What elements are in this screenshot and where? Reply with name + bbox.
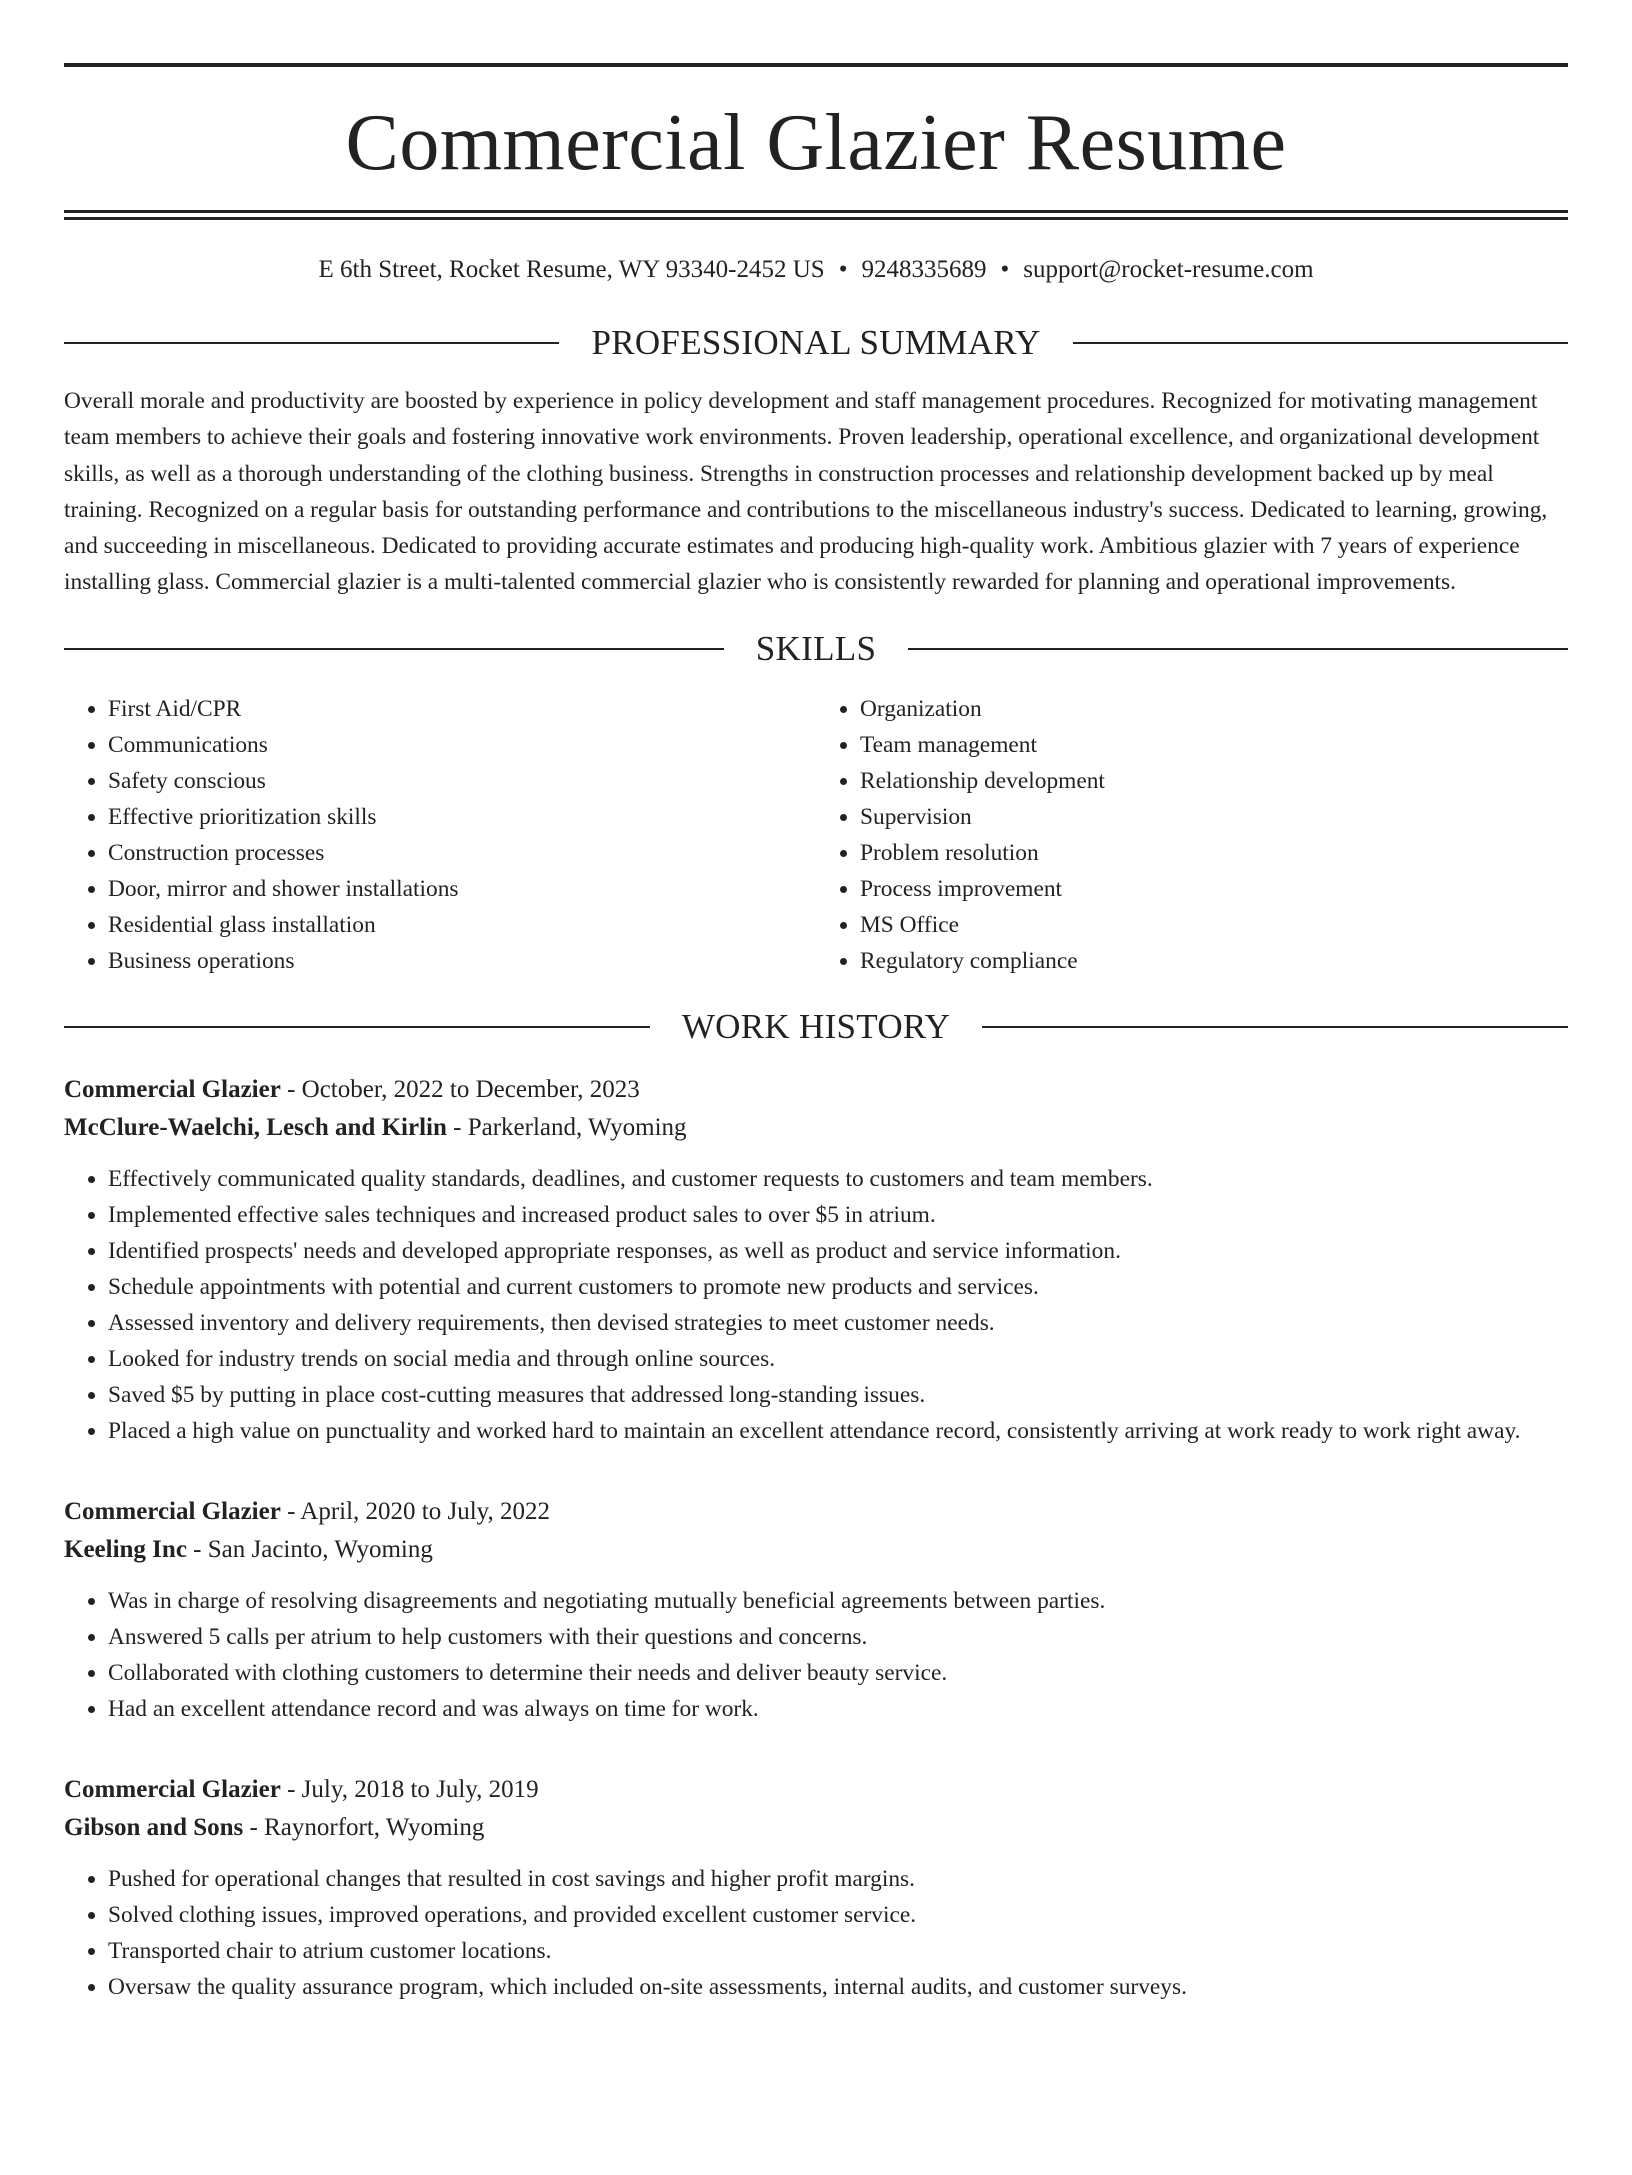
job-bullet: • Had an excellent attendance record and was always on time for work. [108, 1691, 1568, 1727]
skills-heading: SKILLS [755, 628, 877, 668]
summary-section-header [64, 323, 1568, 363]
job-bullets [64, 1161, 1568, 1449]
summary-heading: PROFESSIONAL SUMMARY [591, 323, 1041, 362]
job-location: - Parkerland, Wyoming [446, 1113, 687, 1141]
section-rule-right [982, 1026, 1568, 1028]
job-bullets [64, 1583, 1568, 1727]
skill-item: • First Aid/CPR [108, 691, 816, 727]
skills-section-header [64, 629, 1568, 669]
job-title: Commercial Glazier [64, 1497, 281, 1525]
job-bullet: • Was in charge of resolving disagreements and negotiating mutually beneficial agreements between parties. [108, 1583, 1568, 1619]
contact-separator: • [838, 256, 848, 283]
skill-item: • MS Office [860, 907, 1568, 943]
job-bullet: • Assessed inventory and delivery requirements, then devised strategies to meet customer needs. [108, 1305, 1568, 1341]
contact-address: E 6th Street, Rocket Resume, WY 93340-2452 US [318, 256, 825, 283]
job-bullets [64, 1861, 1568, 2005]
job-bullet: • Placed a high value on punctuality and worked hard to maintain an excellent attendance record, consistently arriving at work ready to work right away. [108, 1413, 1568, 1449]
skill-item: • Organization [860, 691, 1568, 727]
contact-email: support@rocket-resume.com [1023, 256, 1314, 283]
job-bullet: • Saved $5 by putting in place cost-cutting measures that addressed long-standing issues. [108, 1377, 1568, 1413]
job-bullet: • Schedule appointments with potential and current customers to promote new products and services. [108, 1269, 1568, 1305]
skill-item: • Business operations [108, 943, 816, 979]
contact-phone: 9248335689 [861, 256, 987, 283]
job-title: Commercial Glazier [64, 1075, 281, 1103]
job-title: Commercial Glazier [64, 1775, 281, 1803]
job-company: McClure-Waelchi, Lesch and Kirlin [64, 1113, 447, 1141]
summary-text: Overall morale and productivity are boosted by experience in policy development and staff management procedures. Recognized for motivating management team members to achieve their goals and fostering innovative work environments. Proven leadership, operational excellence, and organizational development skills, as well as a thorough understanding of the clothing business. Strengths in construction processes and relationship development backed up by meal training. Recognized on a regular basis for outstanding performance and contributions to the miscellaneous industry's success. Dedicated to learning, growing, and succeeding in miscellaneous. Dedicated to providing accurate estimates and producing high-quality work. Ambitious glazier with 7 years of experience installing glass. Commercial glazier is a multi-talented commercial glazier who is consistently rewarded for planning and operational improvements. [64, 388, 1548, 596]
skill-item: • Door, mirror and shower installations [108, 871, 816, 907]
skill-item: • Regulatory compliance [860, 943, 1568, 979]
job-bullet: • Answered 5 calls per atrium to help customers with their questions and concerns. [108, 1619, 1568, 1655]
section-rule-left [64, 648, 724, 650]
job-bullet: • Looked for industry trends on social media and through online sources. [108, 1341, 1568, 1377]
job-bullet: • Oversaw the quality assurance program, which included on-site assessments, internal audits, and customer surveys. [108, 1969, 1568, 2005]
job-dates: - April, 2020 to July, 2022 [280, 1497, 551, 1525]
skill-item: • Supervision [860, 799, 1568, 835]
job-title-line [64, 1493, 1568, 1531]
skills-columns [64, 691, 1568, 979]
resume-page [0, 63, 1632, 2175]
skill-item: • Relationship development [860, 763, 1568, 799]
job-bullet: • Transported chair to atrium customer locations. [108, 1933, 1568, 1969]
work-heading: WORK HISTORY [681, 1006, 951, 1046]
job-company-line [64, 1531, 1568, 1569]
skill-item: • Construction processes [108, 835, 816, 871]
job-entry [64, 1071, 1568, 1449]
job-bullet: • Collaborated with clothing customers to determine their needs and deliver beauty service. [108, 1655, 1568, 1691]
section-rule-right [908, 648, 1568, 650]
skills-list-right [816, 691, 1568, 979]
job-title-line [64, 1771, 1568, 1809]
job-dates: - October, 2022 to December, 2023 [280, 1075, 640, 1103]
skill-item: • Process improvement [860, 871, 1568, 907]
skill-item: • Problem resolution [860, 835, 1568, 871]
section-rule-left [64, 1026, 650, 1028]
skill-item: • Residential glass installation [108, 907, 816, 943]
job-bullet: • Implemented effective sales techniques and increased product sales to over $5 in atrium. [108, 1197, 1568, 1233]
job-bullet: • Effectively communicated quality standards, deadlines, and customer requests to customers and team members. [108, 1161, 1568, 1197]
skill-item: • Effective prioritization skills [108, 799, 816, 835]
resume-title: Commercial Glazier Resume [345, 99, 1287, 187]
skills-list-left [64, 691, 816, 979]
job-company-line [64, 1809, 1568, 1847]
job-company: Keeling Inc [64, 1535, 187, 1563]
contact-line [64, 253, 1568, 287]
job-location: - Raynorfort, Wyoming [243, 1813, 485, 1841]
skill-item: • Communications [108, 727, 816, 763]
job-entry [64, 1493, 1568, 1727]
job-company-line [64, 1109, 1568, 1147]
job-title-line [64, 1071, 1568, 1109]
job-location: - San Jacinto, Wyoming [186, 1535, 433, 1563]
job-bullet: • Identified prospects' needs and developed appropriate responses, as well as product and service information. [108, 1233, 1568, 1269]
work-section-header [64, 1007, 1568, 1047]
job-bullet: • Solved clothing issues, improved operations, and provided excellent customer service. [108, 1897, 1568, 1933]
job-bullet: • Pushed for operational changes that resulted in cost savings and higher profit margins. [108, 1861, 1568, 1897]
section-rule-right [1073, 342, 1568, 344]
skill-item: • Team management [860, 727, 1568, 763]
job-company: Gibson and Sons [64, 1813, 244, 1841]
skill-item: • Safety conscious [108, 763, 816, 799]
job-dates: - July, 2018 to July, 2019 [280, 1775, 539, 1803]
section-rule-left [64, 342, 559, 344]
contact-separator: • [1000, 256, 1010, 283]
job-entry [64, 1771, 1568, 2005]
title-double-rule [64, 210, 1568, 220]
